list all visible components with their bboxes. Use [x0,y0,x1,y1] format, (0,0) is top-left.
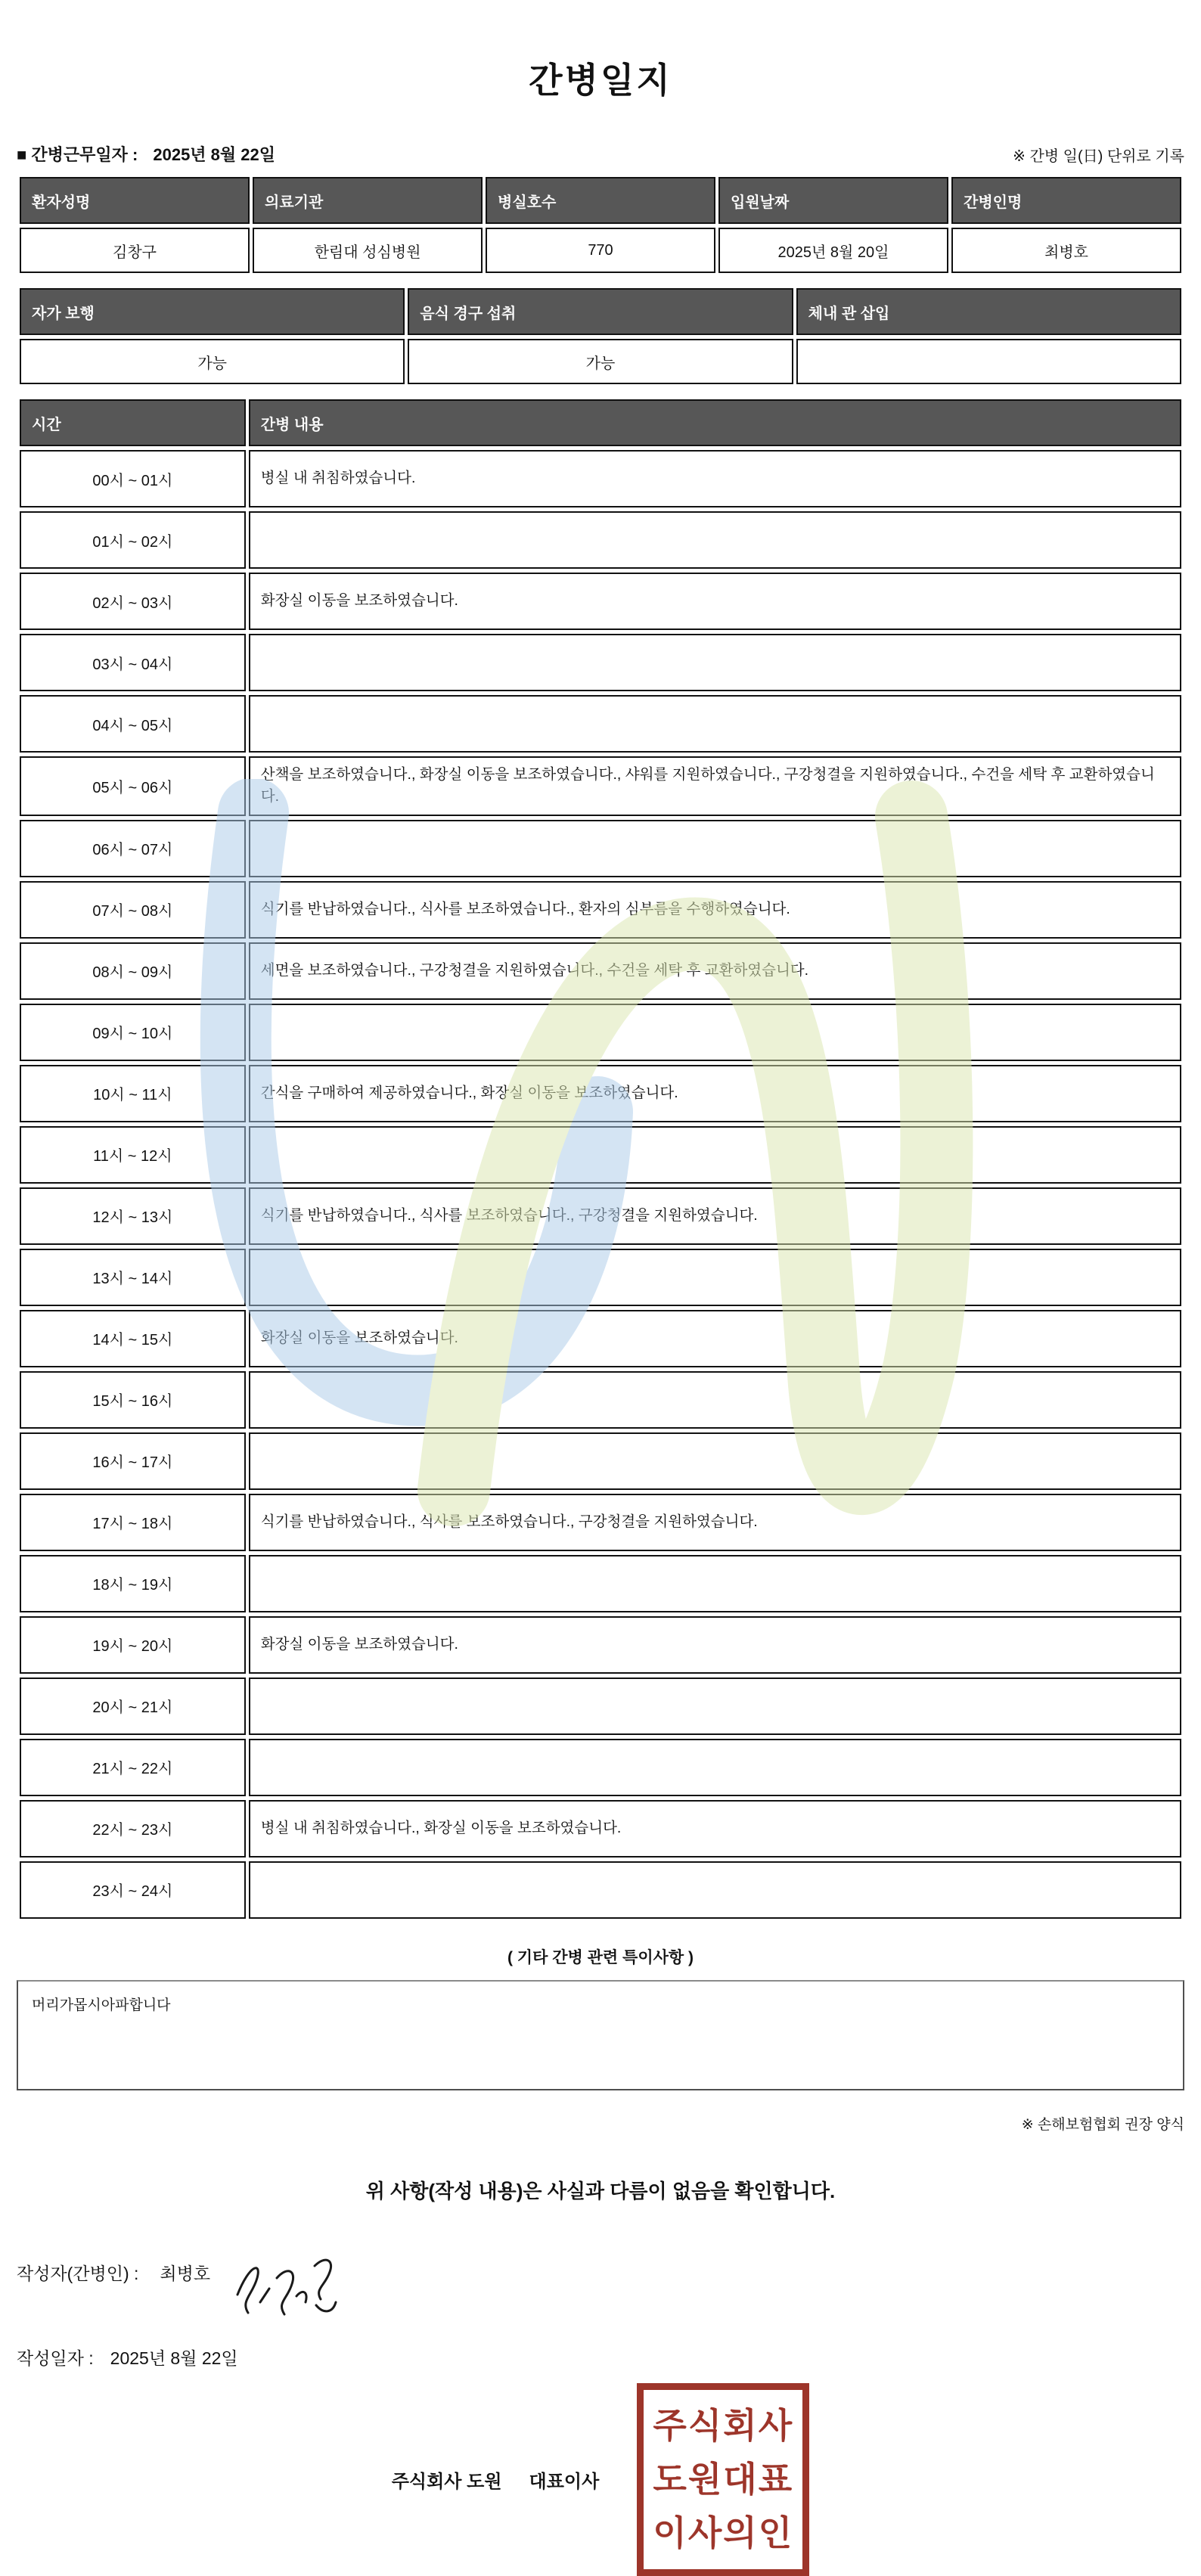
care-row [20,756,1181,816]
care-row [20,1739,1181,1796]
care-row-time: 04시 ~ 05시 [20,695,246,753]
caregiver-name: 최병호 [951,228,1181,273]
care-row [20,1126,1181,1184]
care-row-content: 간식을 구매하여 제공하였습니다., 화장실 이동을 보조하였습니다. [249,1065,1181,1122]
tube-insertion-value [796,339,1181,384]
writer-label: 작성자(간병인) : [17,2260,138,2285]
care-row-time: 12시 ~ 13시 [20,1187,246,1245]
care-row [20,1616,1181,1674]
care-row-time: 14시 ~ 15시 [20,1310,246,1367]
writer-name: 최병호 [160,2260,210,2285]
writer-line [17,2260,1184,2322]
care-row-content: 화장실 이동을 보조하였습니다. [249,1616,1181,1674]
care-row [20,881,1181,939]
care-row-time: 05시 ~ 06시 [20,756,246,816]
patient-header-row [20,177,1181,224]
stamp-line: 이사의인 [648,2506,798,2560]
care-row-content [249,1555,1181,1612]
stamp-line: 도원대표 [648,2453,798,2506]
care-row-content: 화장실 이동을 보조하였습니다. [249,573,1181,630]
care-row-time: 03시 ~ 04시 [20,634,246,691]
time-header: 시간 [20,399,246,446]
care-row-time: 13시 ~ 14시 [20,1249,246,1306]
stamp-line: 주식회사 [648,2399,798,2453]
oral-intake-value: 가능 [408,339,793,384]
care-row-time: 23시 ~ 24시 [20,1861,246,1919]
corporate-seal-stamp [637,2383,809,2576]
care-row [20,695,1181,753]
written-date-line [17,2345,1184,2370]
care-row-content: 식기를 반납하였습니다., 식사를 보조하였습니다., 구강청결을 지원하였습니다. [249,1187,1181,1245]
condition-value-row [20,339,1181,384]
care-row-time: 19시 ~ 20시 [20,1616,246,1674]
care-log-table [17,396,1184,1923]
care-row-content [249,820,1181,877]
care-table-body [20,450,1181,1919]
care-row [20,1187,1181,1245]
company-line [392,2466,600,2493]
care-row-content [249,1678,1181,1735]
care-row-content: 식기를 반납하였습니다., 식사를 보조하였습니다., 구강청결을 지원하였습니다. [249,1494,1181,1551]
care-row [20,634,1181,691]
confirmation-statement: 위 사항(작성 내용)은 사실과 다름이 없음을 확인합니다. [17,2176,1184,2204]
care-row-content [249,511,1181,569]
care-row [20,1004,1181,1061]
care-row-content: 병실 내 취침하였습니다., 화장실 이동을 보조하였습니다. [249,1800,1181,1858]
care-row-content [249,1249,1181,1306]
page-title: 간병일지 [17,53,1184,103]
condition-header-row [20,288,1181,335]
caregiver-header: 간병인명 [951,177,1181,224]
care-row-time: 08시 ~ 09시 [20,942,246,1000]
care-row [20,820,1181,877]
company-seal-row [17,2383,1184,2576]
care-row [20,1249,1181,1306]
self-walking-value: 가능 [20,339,405,384]
patient-value-row [20,228,1181,273]
care-row [20,573,1181,630]
form-note: ※ 손해보험협회 권장 양식 [17,2113,1184,2134]
care-header-row [20,399,1181,446]
signature [227,2252,348,2322]
care-row [20,942,1181,1000]
care-row [20,1555,1181,1612]
care-row-content [249,1432,1181,1490]
care-content-header: 간병 내용 [249,399,1181,446]
company-name: 주식회사 도원 [392,2466,502,2493]
care-row [20,1432,1181,1490]
care-row-content [249,1861,1181,1919]
care-row [20,450,1181,507]
care-row [20,1310,1181,1367]
tube-insertion-header: 체내 관 삽입 [796,288,1181,335]
care-row-time: 20시 ~ 21시 [20,1678,246,1735]
care-row-content: 세면을 보조하였습니다., 구강청결을 지원하였습니다., 수건을 세탁 후 교환하였습니다. [249,942,1181,1000]
notes-heading: ( 기타 간병 관련 특이사항 ) [17,1945,1184,1968]
written-date-label: 작성일자 : [17,2348,94,2368]
ceo-title: 대표이사 [529,2466,600,2493]
oral-intake-header: 음식 경구 섭취 [408,288,793,335]
unit-note: ※ 간병 일(日) 단위로 기록 [1013,144,1184,166]
care-row [20,1371,1181,1429]
care-row-time: 09시 ~ 10시 [20,1004,246,1061]
work-date-value: 2025년 8월 22일 [153,145,275,164]
care-row [20,1861,1181,1919]
written-date-value: 2025년 8월 22일 [110,2348,238,2368]
care-row-time: 16시 ~ 17시 [20,1432,246,1490]
care-row-content [249,1004,1181,1061]
hospital-header: 의료기관 [253,177,483,224]
self-walking-header: 자가 보행 [20,288,405,335]
care-row-time: 22시 ~ 23시 [20,1800,246,1858]
patient-header: 환자성명 [20,177,250,224]
room-header: 병실호수 [486,177,715,224]
care-row-time: 02시 ~ 03시 [20,573,246,630]
care-row [20,1065,1181,1122]
care-row-time: 17시 ~ 18시 [20,1494,246,1551]
care-row [20,1494,1181,1551]
care-row-content: 식기를 반납하였습니다., 식사를 보조하였습니다., 환자의 심부름을 수행하였습니다. [249,881,1181,939]
care-journal-document [0,53,1201,2576]
work-date-label: ■ 간병근무일자 : [17,145,138,164]
care-row-time: 10시 ~ 11시 [20,1065,246,1122]
care-row-time: 18시 ~ 19시 [20,1555,246,1612]
hospital-name: 한림대 성심병원 [253,228,483,273]
care-row-time: 15시 ~ 16시 [20,1371,246,1429]
care-row-content [249,634,1181,691]
care-row-content: 병실 내 취침하였습니다. [249,450,1181,507]
care-row-time: 00시 ~ 01시 [20,450,246,507]
care-row-time: 11시 ~ 12시 [20,1126,246,1184]
care-row-time: 21시 ~ 22시 [20,1739,246,1796]
care-row-content [249,1739,1181,1796]
care-row-content: 산책을 보조하였습니다., 화장실 이동을 보조하였습니다., 샤워를 지원하였습니다., 구강청결을 지원하였습니다., 수건을 세탁 후 교환하였습니다. [249,756,1181,816]
condition-table [17,284,1184,388]
care-row [20,1800,1181,1858]
care-row-time: 01시 ~ 02시 [20,511,246,569]
care-row-content [249,1371,1181,1429]
care-row-content [249,695,1181,753]
meta-row [17,142,1184,166]
care-row-content [249,1126,1181,1184]
patient-info-table [17,173,1184,277]
admission-date-header: 입원날짜 [718,177,948,224]
care-row-time: 06시 ~ 07시 [20,820,246,877]
care-row-time: 07시 ~ 08시 [20,881,246,939]
admission-date: 2025년 8월 20일 [718,228,948,273]
care-row-content: 화장실 이동을 보조하였습니다. [249,1310,1181,1367]
patient-name: 김창구 [20,228,250,273]
notes-box: 머리가몹시아파합니다 [17,1980,1184,2090]
work-date-line [17,142,275,166]
care-row [20,1678,1181,1735]
room-number: 770 [486,228,715,273]
care-row [20,511,1181,569]
